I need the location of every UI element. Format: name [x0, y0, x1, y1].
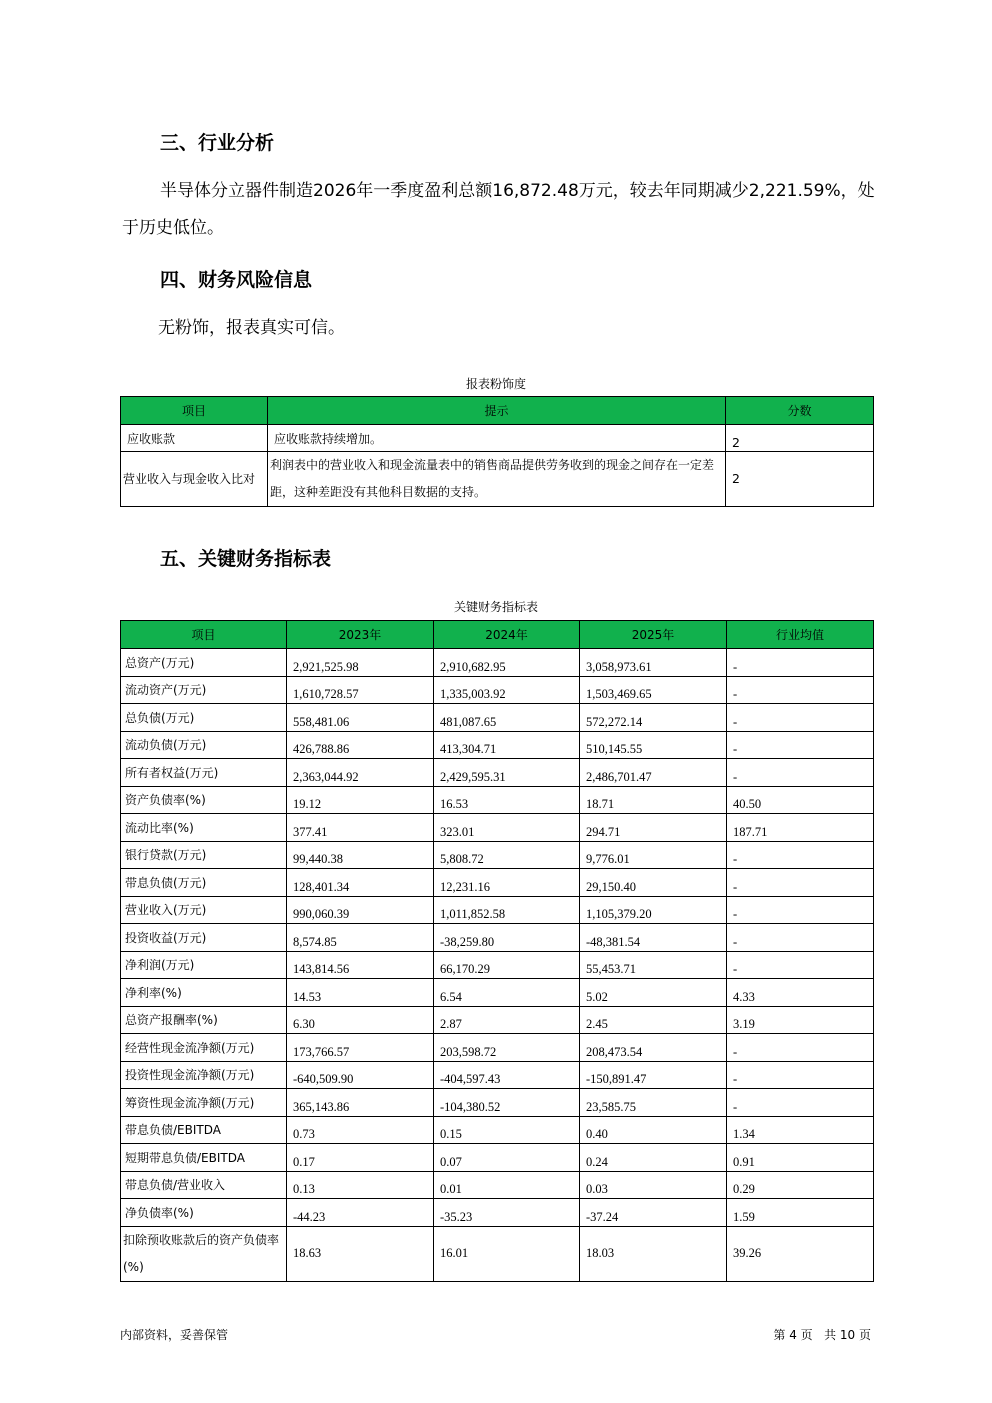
indicator-value: 6.54: [434, 979, 580, 1007]
table-row: [121, 1144, 874, 1172]
indicator-value: 3,058,973.61: [580, 649, 727, 677]
risk-header-hint: 提示: [268, 397, 726, 425]
indicator-value: 572,272.14: [580, 704, 727, 732]
indicator-value: 18.71: [580, 786, 727, 814]
risk-header-item: 项目: [121, 397, 268, 425]
footer-confidential: 内部资料，妥善保管: [120, 1328, 229, 1342]
indicator-value: 0.17: [287, 1144, 434, 1172]
table-row: [121, 841, 874, 869]
indicator-value: 16.53: [434, 786, 580, 814]
table-row: [121, 1116, 874, 1144]
indicator-value: 413,304.71: [434, 731, 580, 759]
table-row: [121, 1034, 874, 1062]
indicator-value: 18.63: [287, 1226, 434, 1281]
indicator-value: 0.24: [580, 1144, 727, 1172]
indicator-value: 5.02: [580, 979, 727, 1007]
indicator-header-industry-avg: 行业均值: [727, 621, 874, 649]
risk-score: 2: [726, 425, 874, 452]
indicator-value: 2,921,525.98: [287, 649, 434, 677]
indicator-value: -: [727, 704, 874, 732]
indicator-value: 2,363,044.92: [287, 759, 434, 787]
indicator-value: -: [727, 676, 874, 704]
indicator-label: 营业收入(万元): [121, 896, 287, 924]
indicator-value: 0.40: [580, 1116, 727, 1144]
table-row: [121, 1199, 874, 1227]
indicator-value: -: [727, 1034, 874, 1062]
indicator-value: 2.45: [580, 1006, 727, 1034]
indicator-value: 66,170.29: [434, 951, 580, 979]
industry-analysis-line-2: 于历史低位。: [122, 218, 224, 238]
table-row: [121, 1171, 874, 1199]
indicator-value: 323.01: [434, 814, 580, 842]
indicator-value: 1.34: [727, 1116, 874, 1144]
indicator-label: 带息负债/EBITDA: [121, 1116, 287, 1144]
indicator-value: 0.13: [287, 1171, 434, 1199]
indicator-label: 流动负债(万元): [121, 731, 287, 759]
indicator-label: 流动资产(万元): [121, 676, 287, 704]
indicator-value: 55,453.71: [580, 951, 727, 979]
table-row: [121, 425, 874, 452]
table-row: [121, 869, 874, 897]
table-row: [121, 1089, 874, 1117]
section-3-heading: 三、行业分析: [160, 132, 275, 154]
indicator-value: 1.59: [727, 1199, 874, 1227]
indicator-value: 29,150.40: [580, 869, 727, 897]
indicator-value: -44.23: [287, 1199, 434, 1227]
industry-analysis-line-1: 半导体分立器件制造2026年一季度盈利总额16,872.48万元，较去年同期减少2,221.59%，处: [160, 181, 875, 201]
indicator-value: 0.03: [580, 1171, 727, 1199]
indicator-value: 16.01: [434, 1226, 580, 1281]
indicator-value: -: [727, 731, 874, 759]
indicator-label: 净负债率(%): [121, 1199, 287, 1227]
indicator-value: -: [727, 841, 874, 869]
indicator-value: -: [727, 759, 874, 787]
indicator-label: 流动比率(%): [121, 814, 287, 842]
indicator-value: 1,105,379.20: [580, 896, 727, 924]
indicator-value: -35.23: [434, 1199, 580, 1227]
footer-page-number: 第 4 页 共 10 页: [773, 1328, 871, 1342]
indicator-value: 143,814.56: [287, 951, 434, 979]
indicator-value: 173,766.57: [287, 1034, 434, 1062]
table-row: [121, 1006, 874, 1034]
risk-score: 2: [726, 452, 874, 507]
indicator-value: 203,598.72: [434, 1034, 580, 1062]
indicator-value: -104,380.52: [434, 1089, 580, 1117]
indicator-value: -640,509.90: [287, 1061, 434, 1089]
indicator-value: -48,381.54: [580, 924, 727, 952]
indicator-value: 1,610,728.57: [287, 676, 434, 704]
indicator-value: -38,259.80: [434, 924, 580, 952]
risk-table: [120, 396, 874, 507]
indicator-value: 558,481.06: [287, 704, 434, 732]
indicator-value: 5,808.72: [434, 841, 580, 869]
indicator-value: 2,486,701.47: [580, 759, 727, 787]
indicator-value: 0.91: [727, 1144, 874, 1172]
indicator-value: 12,231.16: [434, 869, 580, 897]
section-5-heading: 五、关键财务指标表: [160, 548, 332, 570]
indicator-label: 投资收益(万元): [121, 924, 287, 952]
indicator-header-item: 项目: [121, 621, 287, 649]
indicator-value: 39.26: [727, 1226, 874, 1281]
indicator-value: 128,401.34: [287, 869, 434, 897]
indicator-value: 377.41: [287, 814, 434, 842]
indicator-value: 990,060.39: [287, 896, 434, 924]
indicator-value: 365,143.86: [287, 1089, 434, 1117]
table-row: [121, 649, 874, 677]
risk-table-caption: 报表粉饰度: [465, 377, 526, 391]
table-row: [121, 704, 874, 732]
indicator-header-2025: 2025年: [580, 621, 727, 649]
risk-hint: 应收账款持续增加。: [268, 425, 726, 452]
table-row: [121, 731, 874, 759]
risk-table-header-row: [121, 397, 874, 425]
risk-item: 应收账款: [121, 425, 268, 452]
table-row: [121, 979, 874, 1007]
indicator-value: 40.50: [727, 786, 874, 814]
risk-header-score: 分数: [726, 397, 874, 425]
indicator-value: 481,087.65: [434, 704, 580, 732]
indicator-value: 426,788.86: [287, 731, 434, 759]
indicator-value: 19.12: [287, 786, 434, 814]
indicator-value: 0.01: [434, 1171, 580, 1199]
indicator-value: 0.15: [434, 1116, 580, 1144]
indicator-value: -: [727, 951, 874, 979]
indicator-header-2023: 2023年: [287, 621, 434, 649]
indicator-value: 8,574.85: [287, 924, 434, 952]
indicator-value: 3.19: [727, 1006, 874, 1034]
table-row: [121, 814, 874, 842]
risk-item: 营业收入与现金收入比对: [121, 452, 268, 507]
table-row: [121, 452, 874, 507]
indicator-value: 6.30: [287, 1006, 434, 1034]
table-row: [121, 676, 874, 704]
indicator-value: 0.73: [287, 1116, 434, 1144]
indicator-label: 总资产报酬率(%): [121, 1006, 287, 1034]
indicator-value: 9,776.01: [580, 841, 727, 869]
table-row: [121, 1061, 874, 1089]
table-row: [121, 1226, 874, 1281]
indicator-label: 短期带息负债/EBITDA: [121, 1144, 287, 1172]
indicator-value: 510,145.55: [580, 731, 727, 759]
indicator-label: 净利率(%): [121, 979, 287, 1007]
indicator-value: -: [727, 869, 874, 897]
indicator-label: 资产负债率(%): [121, 786, 287, 814]
indicator-value: 294.71: [580, 814, 727, 842]
indicator-value: 18.03: [580, 1226, 727, 1281]
indicator-table-header-row: [121, 621, 874, 649]
table-row: [121, 786, 874, 814]
indicator-table-caption: 关键财务指标表: [453, 600, 538, 614]
indicator-value: -: [727, 924, 874, 952]
indicator-label: 所有者权益(万元): [121, 759, 287, 787]
indicator-label: 筹资性现金流净额(万元): [121, 1089, 287, 1117]
risk-hint: 利润表中的营业收入和现金流量表中的销售商品提供劳务收到的现金之间存在一定差距，这种差距没有其他科目数据的支持。: [268, 452, 726, 507]
indicator-label: 经营性现金流净额(万元): [121, 1034, 287, 1062]
section-4-heading: 四、财务风险信息: [160, 269, 313, 291]
indicator-value: 0.07: [434, 1144, 580, 1172]
indicator-value: -: [727, 1089, 874, 1117]
indicator-label: 投资性现金流净额(万元): [121, 1061, 287, 1089]
indicator-label: 总资产(万元): [121, 649, 287, 677]
indicator-table: [120, 620, 874, 1282]
indicator-header-2024: 2024年: [434, 621, 580, 649]
indicator-value: 187.71: [727, 814, 874, 842]
indicator-value: 2.87: [434, 1006, 580, 1034]
indicator-label: 带息负债/营业收入: [121, 1171, 287, 1199]
indicator-value: 23,585.75: [580, 1089, 727, 1117]
indicator-label: 净利润(万元): [121, 951, 287, 979]
indicator-value: 2,429,595.31: [434, 759, 580, 787]
indicator-value: 208,473.54: [580, 1034, 727, 1062]
indicator-value: -: [727, 896, 874, 924]
indicator-value: -: [727, 1061, 874, 1089]
indicator-value: -: [727, 649, 874, 677]
table-row: [121, 759, 874, 787]
indicator-label: 扣除预收账款后的资产负债率(%): [121, 1226, 287, 1281]
indicator-value: -150,891.47: [580, 1061, 727, 1089]
indicator-label: 总负债(万元): [121, 704, 287, 732]
indicator-value: 14.53: [287, 979, 434, 1007]
table-row: [121, 951, 874, 979]
indicator-value: 1,503,469.65: [580, 676, 727, 704]
indicator-value: 4.33: [727, 979, 874, 1007]
indicator-value: -404,597.43: [434, 1061, 580, 1089]
table-row: [121, 896, 874, 924]
indicator-value: -37.24: [580, 1199, 727, 1227]
indicator-label: 银行贷款(万元): [121, 841, 287, 869]
indicator-value: 1,335,003.92: [434, 676, 580, 704]
indicator-value: 2,910,682.95: [434, 649, 580, 677]
indicator-value: 99,440.38: [287, 841, 434, 869]
table-row: [121, 924, 874, 952]
risk-summary-text: 无粉饰，报表真实可信。: [158, 318, 345, 338]
indicator-value: 1,011,852.58: [434, 896, 580, 924]
indicator-value: 0.29: [727, 1171, 874, 1199]
indicator-label: 带息负债(万元): [121, 869, 287, 897]
